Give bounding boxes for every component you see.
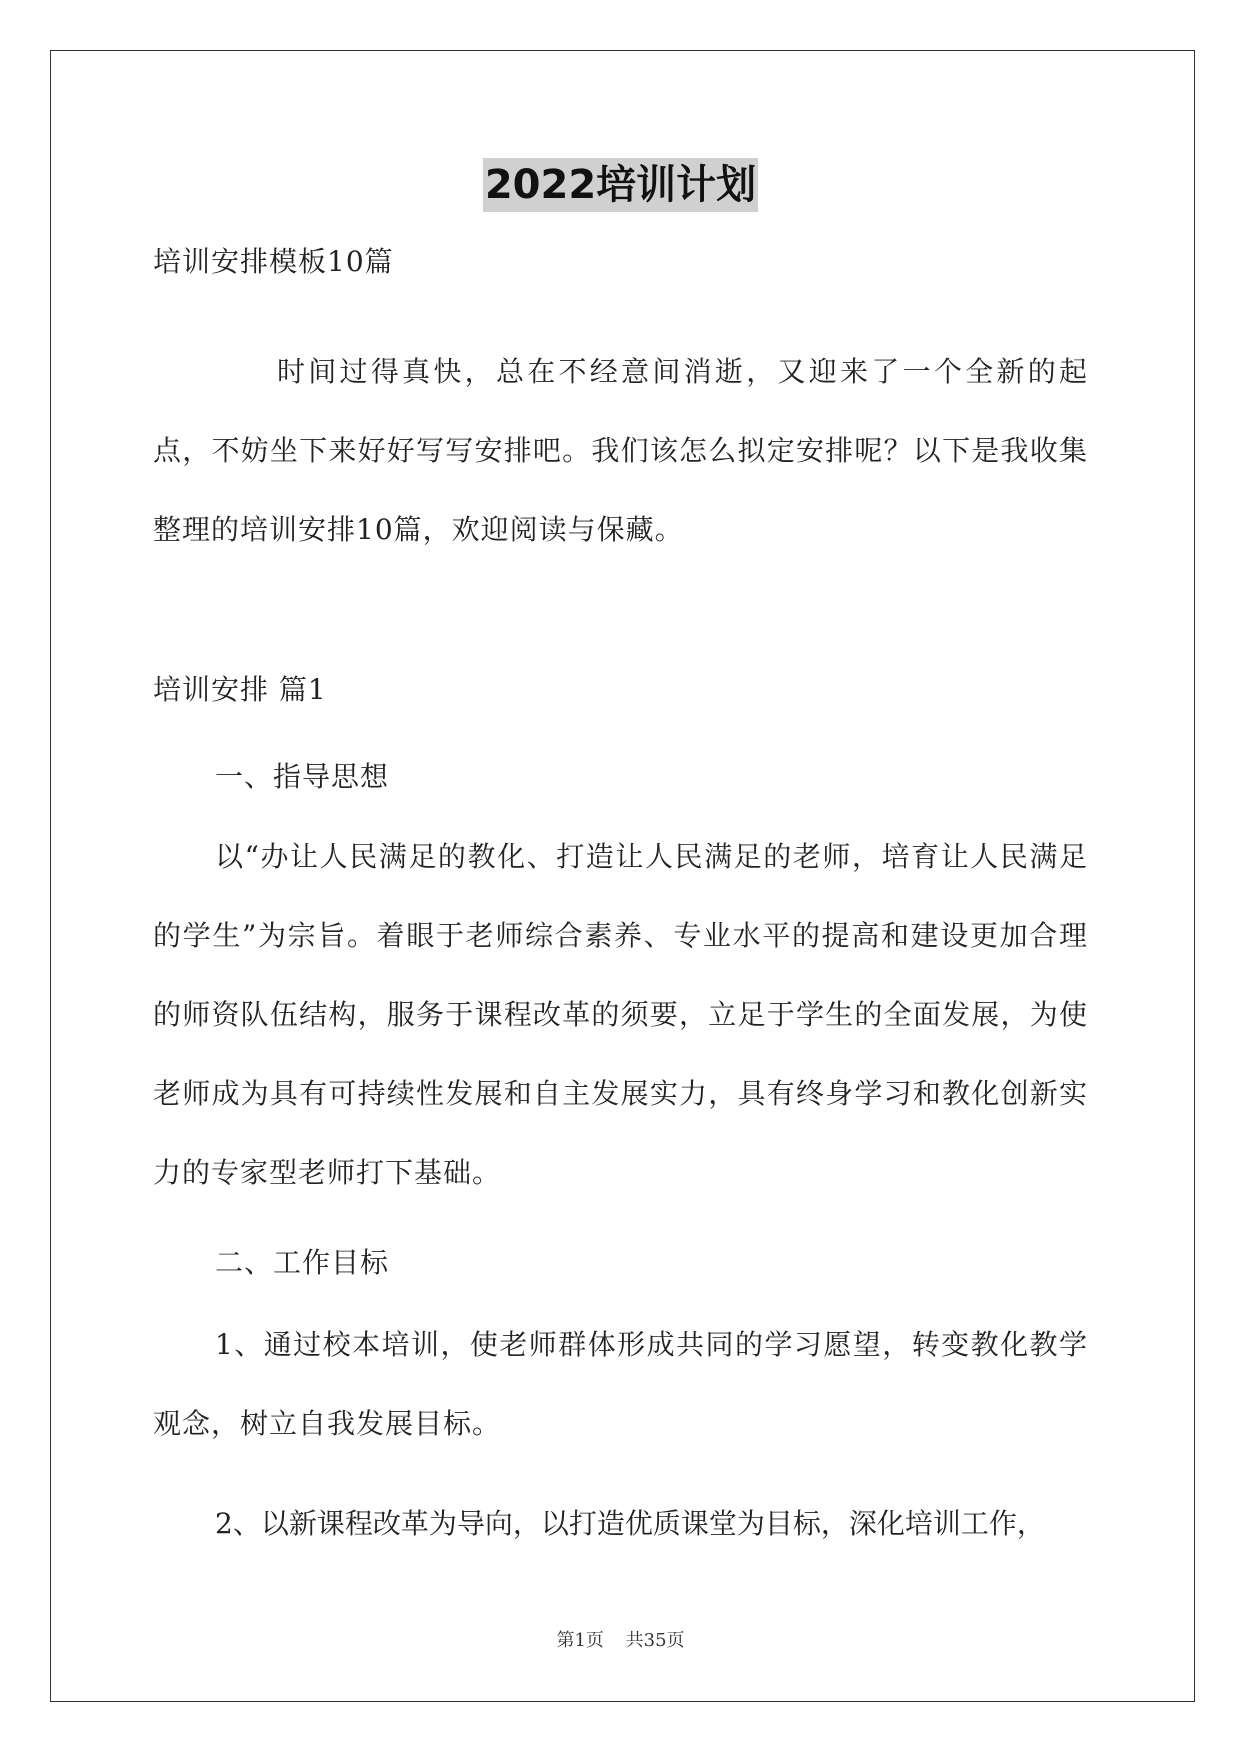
section-heading-goals: 二、工作目标 <box>215 1246 390 1279</box>
section-heading-guide: 一、指导思想 <box>215 760 390 793</box>
intro-paragraph: 时间过得真快，总在不经意间消逝，又迎来了一个全新的起点，不妨坐下来好好写写安排吧。我们该怎么拟定安排呢？以下是我收集整理的培训安排10篇，欢迎阅读与保藏。 <box>153 355 1088 546</box>
page-number-current: 第1页 <box>556 1630 604 1651</box>
page-footer <box>0 1626 1241 1652</box>
guide-paragraph: 以“办让人民满足的教化、打造让人民满足的老师，培育让人民满足的学生”为宗旨。着眼于老师综合素养、专业水平的提高和建设更加合理的师资队伍结构，服务于课程改革的须要，立足于学生的全面发展，为使老师成为具有可持续性发展和自主发展实力，具有终身学习和教化创新实力的专家型老师打下基础。 <box>153 840 1088 1189</box>
goal-item-2: 2、以新课程改革为导向，以打造优质课堂为目标，深化培训工作， <box>215 1507 1045 1540</box>
document-subtitle: 培训安排模板10篇 <box>153 245 394 278</box>
document-title: 2022培训计划 <box>483 158 758 212</box>
page-number-total: 共35页 <box>625 1630 685 1651</box>
chapter-heading: 培训安排 篇1 <box>153 673 327 706</box>
goal-item-1: 1、通过校本培训，使老师群体形成共同的学习愿望，转变教化教学观念，树立自我发展目标。 <box>153 1328 1088 1440</box>
document-title-wrapper <box>0 158 1241 212</box>
